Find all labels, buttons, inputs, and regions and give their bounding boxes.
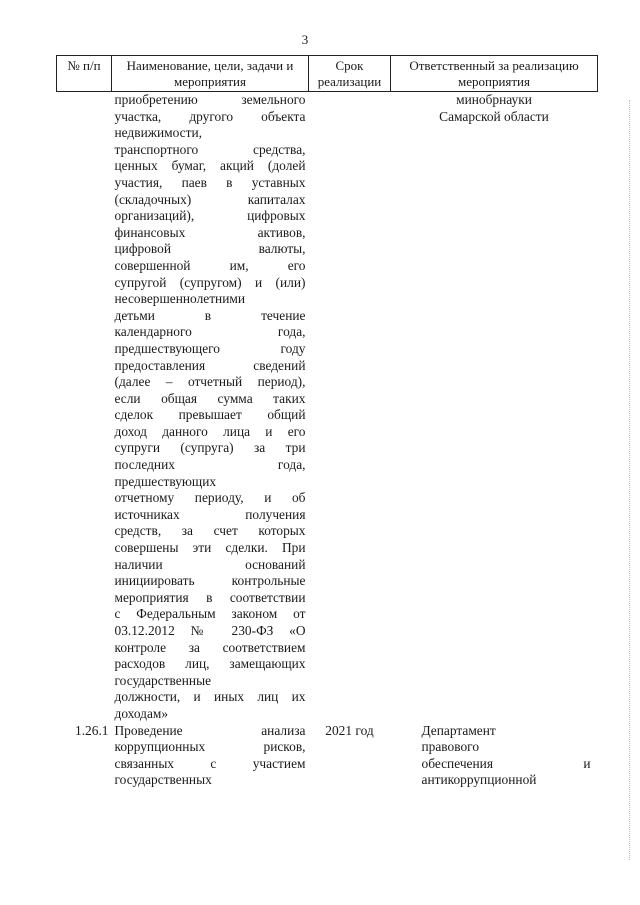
text-line: контроле за соответствием — [114, 639, 306, 655]
header-name: Наименование, цели, задачи и мероприятия — [112, 56, 309, 92]
text-line: государственных — [114, 772, 212, 788]
text-line: расходов лиц, замещающих — [114, 656, 306, 672]
text-line: средств, за счет которых — [114, 523, 306, 539]
text-line: детьми в течение — [114, 307, 306, 323]
text-line: мероприятия в соответствии — [114, 589, 306, 605]
header-num: № п/п — [57, 56, 112, 92]
table-header-row — [57, 56, 598, 92]
text-line: (далее – отчетный период), — [114, 374, 306, 390]
cell-num: 1.26.1 — [75, 722, 109, 738]
cell-name — [112, 92, 309, 723]
text-line: календарного года, — [114, 324, 306, 340]
text-line: ценных бумаг, акций (долей — [114, 158, 306, 174]
text-line: недвижимости, — [114, 125, 202, 141]
text-line: предоставления сведений — [114, 357, 306, 373]
table-row — [57, 92, 598, 723]
text-line: (складочных) капиталах — [114, 191, 306, 207]
table-row — [57, 723, 598, 789]
header-term: Срок реализации — [309, 56, 391, 92]
text-line: доходам» — [114, 705, 169, 721]
scan-edge-marks — [629, 100, 632, 860]
text-line: участка, другого объекта — [114, 108, 306, 124]
text-line: последних года, — [114, 457, 306, 473]
text-line: инициировать контрольные — [114, 573, 306, 589]
text-line: сделок превышает общий — [114, 407, 306, 423]
text-line: 03.12.2012 № 230-ФЗ «О — [114, 623, 306, 638]
cell-responsible — [391, 723, 598, 789]
text-line: Департамент — [421, 722, 496, 738]
text-line: доход данного лица и его — [114, 423, 306, 439]
measures-table — [56, 55, 598, 789]
text-line: если общая сумма таких — [114, 390, 306, 406]
cell-responsible — [391, 92, 598, 723]
text-line: предшествующего году — [114, 340, 306, 356]
text-line: несовершеннолетними — [114, 291, 246, 307]
text-line: антикоррупционной — [421, 772, 537, 788]
text-line: предшествующих — [114, 473, 217, 489]
text-line: минобрнауки — [456, 92, 532, 107]
text-line: цифровой валюты, — [114, 241, 306, 257]
text-line: участия, паев в уставных — [114, 174, 306, 190]
text-line: государственные — [114, 672, 212, 688]
cell-term: 2021 год — [325, 722, 374, 738]
text-line: должности, и иных лиц их — [114, 689, 306, 705]
page-number: 3 — [301, 32, 309, 47]
header-responsible: Ответственный за реализацию мероприятия — [391, 56, 598, 92]
cell-term — [309, 92, 391, 723]
text-line: Проведение анализа — [114, 722, 306, 738]
cell-name — [112, 723, 309, 789]
text-line: с Федеральным законом от — [114, 606, 306, 622]
text-line: организаций), цифровых — [114, 208, 306, 224]
text-line: связанных с участием — [114, 755, 306, 771]
text-line: совершенной им, его — [114, 257, 306, 273]
text-line: супругой (супругом) и (или) — [114, 274, 306, 290]
text-line: наличии оснований — [114, 556, 306, 572]
cell-num — [57, 92, 112, 723]
text-line: отчетному периоду, и об — [114, 490, 306, 506]
text-line: супруги (супруга) за три — [114, 440, 306, 456]
text-line: Самарской области — [439, 108, 549, 124]
text-line: источниках получения — [114, 506, 306, 522]
text-line: транспортного средства, — [114, 141, 306, 157]
text-line: финансовых активов, — [114, 224, 306, 240]
text-line: коррупционных рисков, — [114, 739, 306, 755]
text-line: приобретению земельного — [114, 92, 306, 107]
text-line: обеспечения и — [421, 755, 591, 771]
text-line: совершены эти сделки. При — [114, 540, 306, 556]
text-line: правового — [421, 739, 480, 755]
